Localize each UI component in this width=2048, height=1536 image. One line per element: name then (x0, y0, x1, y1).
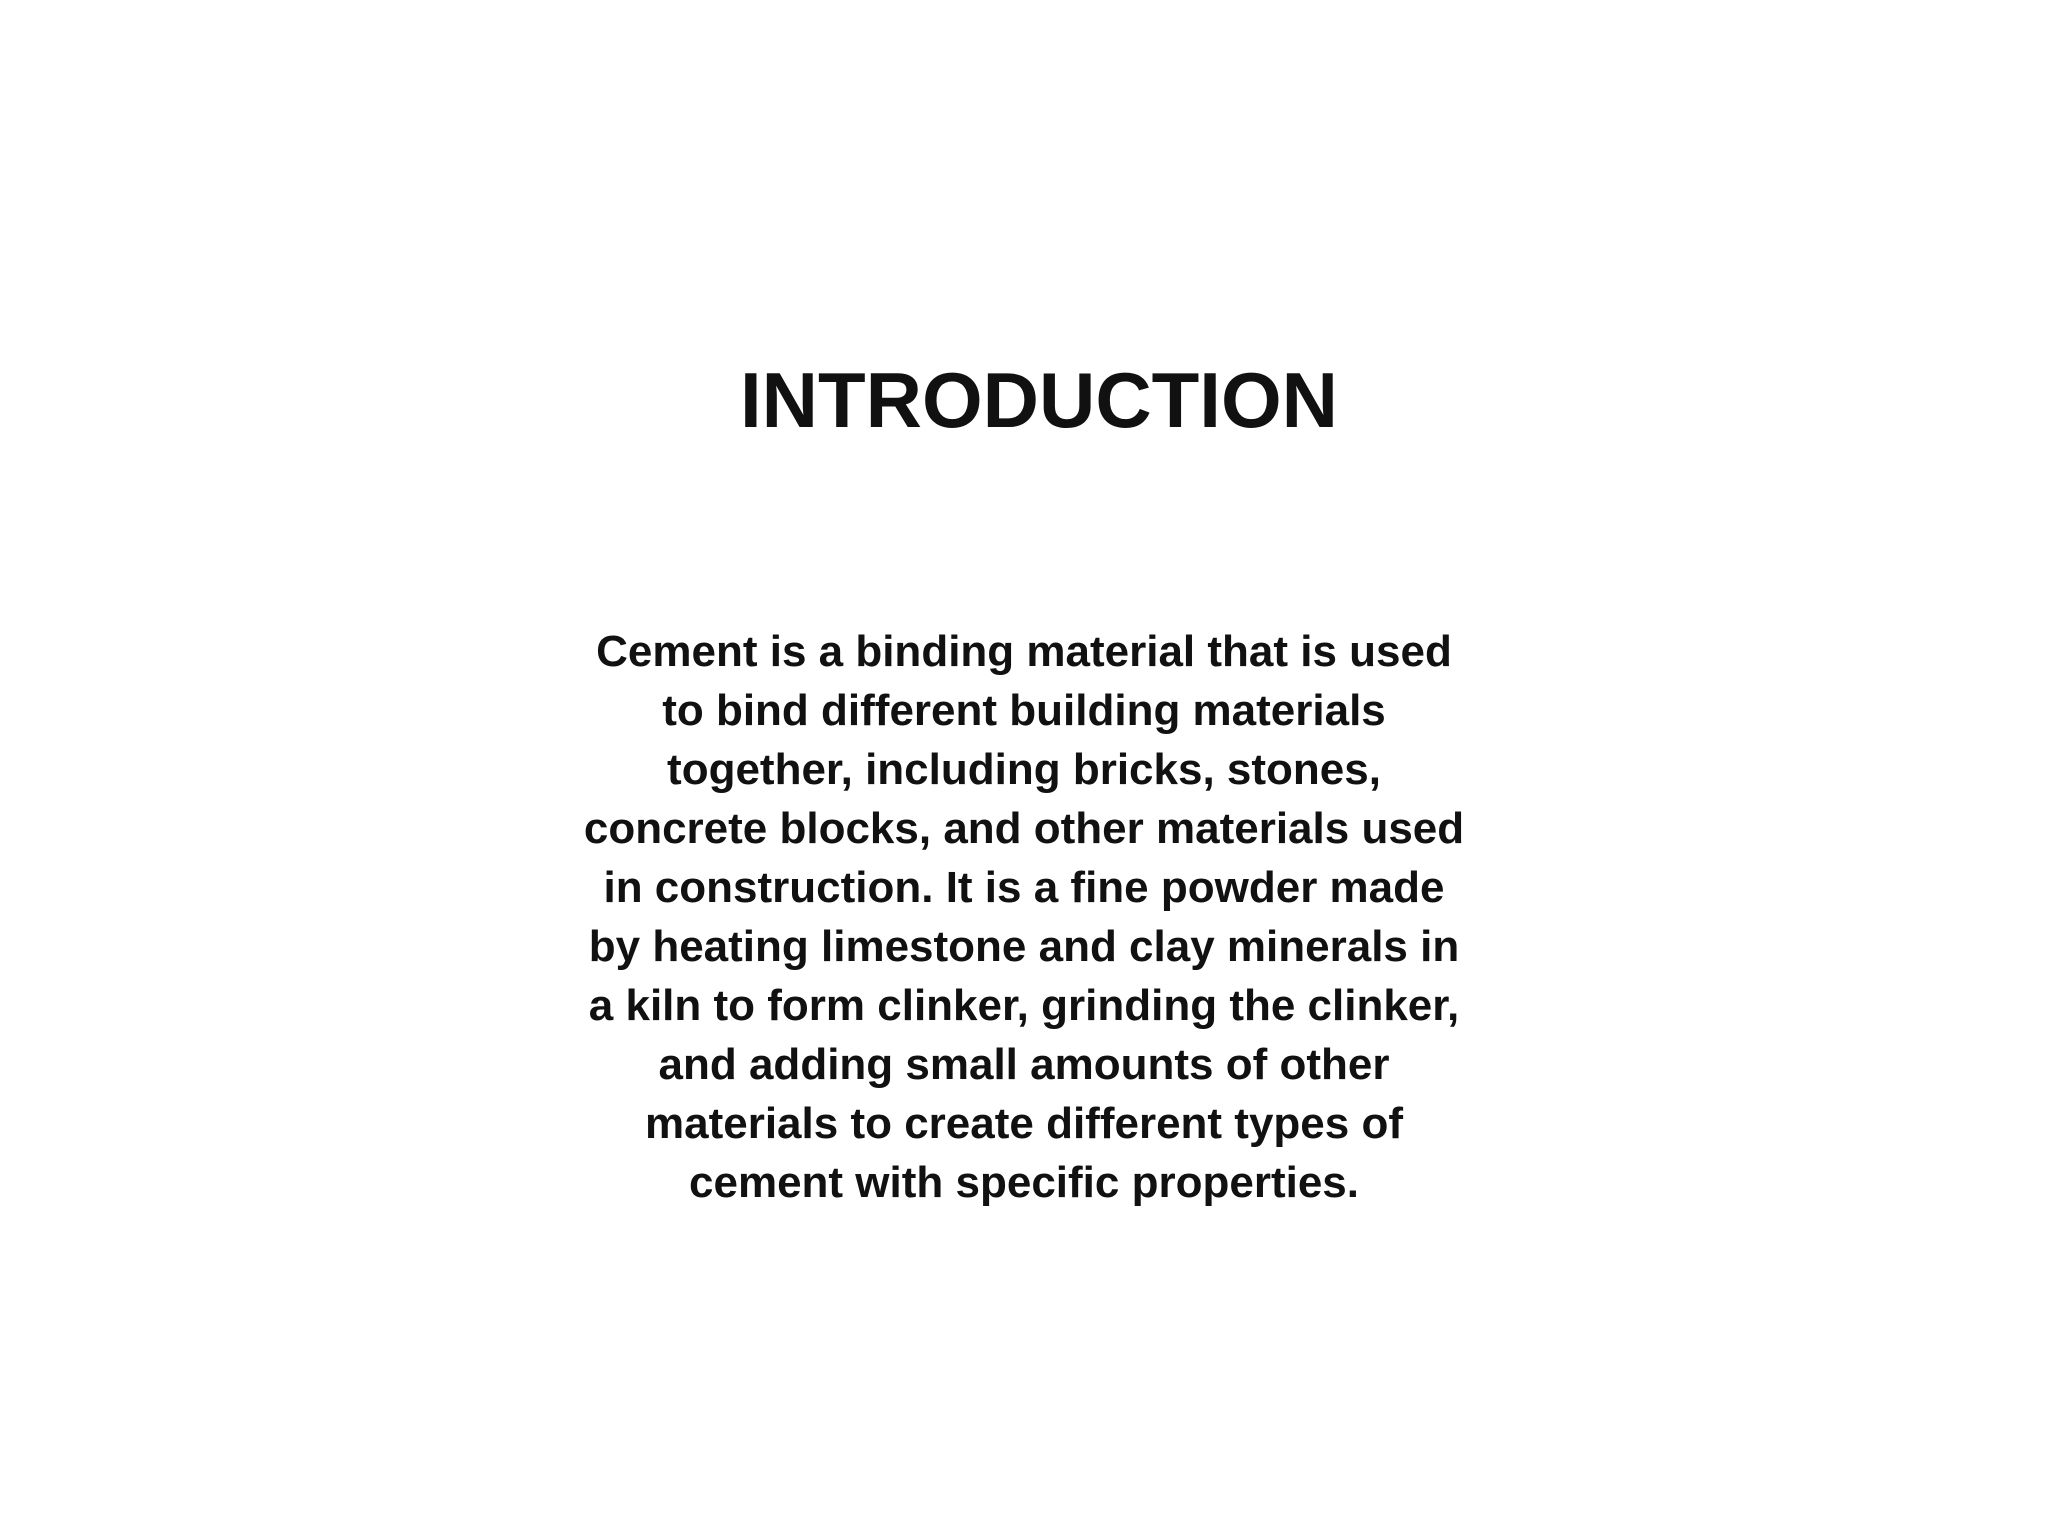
body-line: cement with specific properties. (689, 1158, 1359, 1207)
slide-body-text (524, 622, 1524, 1212)
body-line: Cement is a binding material that is used (596, 627, 1452, 676)
body-line: materials to create different types of (644, 1099, 1403, 1148)
body-line: to bind different building materials (662, 686, 1386, 735)
slide-title: INTRODUCTION (740, 356, 1338, 444)
body-line: in construction. It is a fine powder made (603, 863, 1445, 912)
body-line: and adding small amounts of other (658, 1040, 1390, 1089)
body-line: a kiln to form clinker, grinding the clinker, (588, 981, 1460, 1030)
body-line: concrete blocks, and other materials used (583, 804, 1465, 853)
body-line: by heating limestone and clay minerals in (588, 922, 1460, 971)
body-line: together, including bricks, stones, (667, 745, 1381, 794)
